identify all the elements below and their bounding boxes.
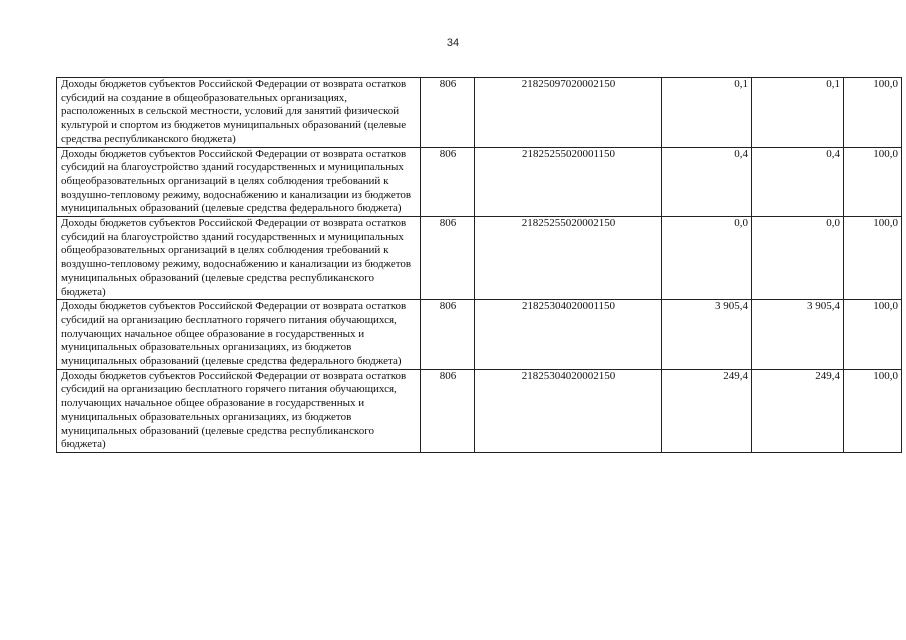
percent-cell: 100,0 xyxy=(844,217,902,300)
value2-cell: 3 905,4 xyxy=(752,300,844,370)
kbk-code-cell: 21825097020002150 xyxy=(475,78,662,148)
row-description: Доходы бюджетов субъектов Российской Федерации от возврата остатков субсидий на организацию бесплатного горячего питания обучающихся, получающих начальное общее образование в государственных и муниципальных образовательных организациях, из бюджетов муниципальных образований (целевые средства федерального бюджета) xyxy=(57,300,421,370)
table-row xyxy=(57,300,902,370)
percent-cell: 100,0 xyxy=(844,78,902,148)
value2-cell: 0,0 xyxy=(752,217,844,300)
value2-cell: 0,1 xyxy=(752,78,844,148)
row-description: Доходы бюджетов субъектов Российской Федерации от возврата остатков субсидий на благоустройство зданий государственных и муниципальных общеобразовательных организаций в целях соблюдения требований к воздушно-тепловому режиму, водоснабжению и канализации из бюджетов муниципальных образований (целевые средства республиканского бюджета) xyxy=(57,217,421,300)
kbk-code-cell: 21825255020001150 xyxy=(475,147,662,217)
admin-code-cell: 806 xyxy=(421,147,475,217)
table-row xyxy=(57,369,902,452)
row-description: Доходы бюджетов субъектов Российской Федерации от возврата остатков субсидий на создание в общеобразовательных организациях, расположенных в сельской местности, условий для занятий физической культурой и спортом из бюджетов муниципальных образований (целевые средства республиканского бюджета) xyxy=(57,78,421,148)
row-description: Доходы бюджетов субъектов Российской Федерации от возврата остатков субсидий на организацию бесплатного горячего питания обучающихся, получающих начальное общее образование в государственных и муниципальных образовательных организациях, из бюджетов муниципальных образований (целевые средства республиканского бюджета) xyxy=(57,369,421,452)
admin-code-cell: 806 xyxy=(421,300,475,370)
revenue-table xyxy=(56,77,902,453)
admin-code-cell: 806 xyxy=(421,78,475,148)
kbk-code-cell: 21825255020002150 xyxy=(475,217,662,300)
table-row xyxy=(57,147,902,217)
value1-cell: 249,4 xyxy=(662,369,752,452)
page-number: 34 xyxy=(446,37,460,49)
value1-cell: 0,0 xyxy=(662,217,752,300)
value1-cell: 3 905,4 xyxy=(662,300,752,370)
kbk-code-cell: 21825304020002150 xyxy=(475,369,662,452)
value1-cell: 0,1 xyxy=(662,78,752,148)
kbk-code-cell: 21825304020001150 xyxy=(475,300,662,370)
percent-cell: 100,0 xyxy=(844,369,902,452)
admin-code-cell: 806 xyxy=(421,217,475,300)
table-row xyxy=(57,217,902,300)
table-row xyxy=(57,78,902,148)
row-description: Доходы бюджетов субъектов Российской Федерации от возврата остатков субсидий на благоустройство зданий государственных и муниципальных общеобразовательных организаций в целях соблюдения требований к воздушно-тепловому режиму, водоснабжению и канализации из бюджетов муниципальных образований (целевые средства федерального бюджета) xyxy=(57,147,421,217)
percent-cell: 100,0 xyxy=(844,147,902,217)
value2-cell: 0,4 xyxy=(752,147,844,217)
admin-code-cell: 806 xyxy=(421,369,475,452)
value1-cell: 0,4 xyxy=(662,147,752,217)
percent-cell: 100,0 xyxy=(844,300,902,370)
value2-cell: 249,4 xyxy=(752,369,844,452)
